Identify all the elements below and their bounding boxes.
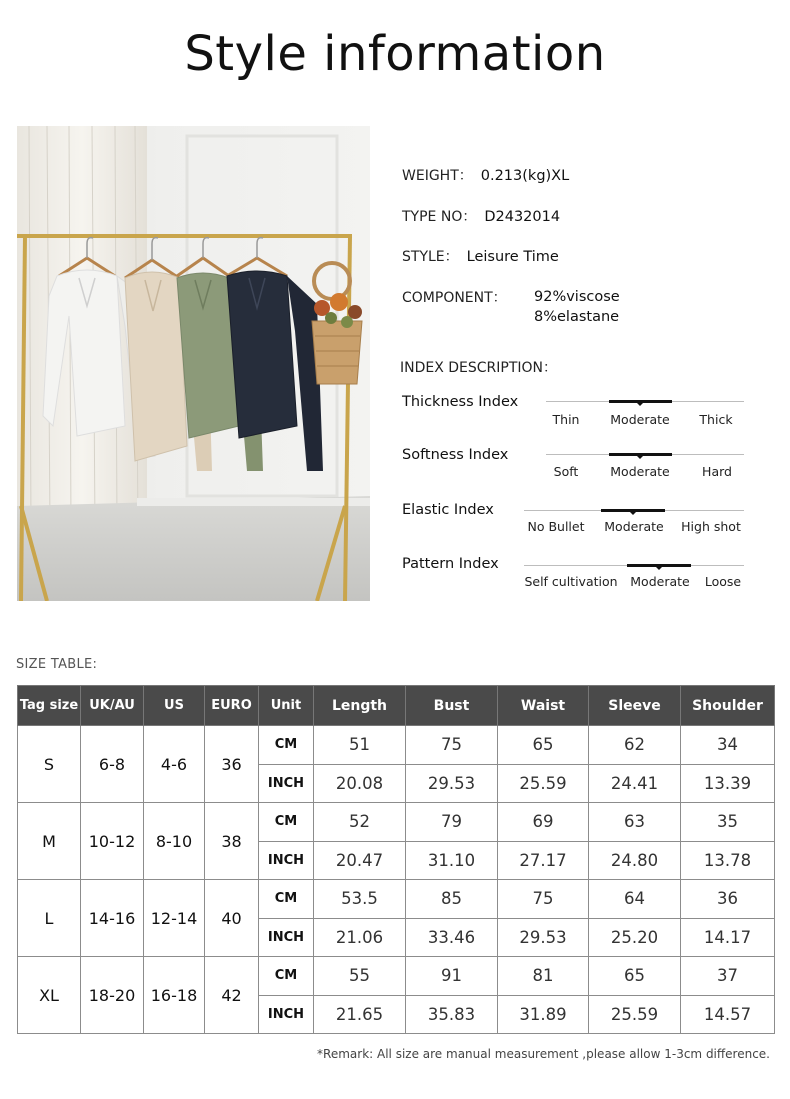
bust-cell: 33.46 — [406, 918, 498, 957]
sleeve-cell: 24.80 — [589, 841, 681, 880]
sleeve-cell: 65 — [589, 957, 681, 996]
elastic-index-label: Elastic Index — [402, 502, 494, 518]
softness-index-notch — [637, 456, 643, 459]
header-cell: Bust — [406, 686, 498, 726]
type-row — [402, 206, 560, 226]
bust-cell: 85 — [406, 880, 498, 919]
table-row — [18, 803, 775, 842]
waist-cell: 27.17 — [498, 841, 589, 880]
header-cell: Sleeve — [589, 686, 681, 726]
sleeve-cell: 24.41 — [589, 764, 681, 803]
header-cell: EURO — [205, 686, 259, 726]
table-row — [18, 726, 775, 765]
length-cell: 21.65 — [314, 995, 406, 1034]
elastic-index-notch — [630, 512, 636, 515]
unit-cell: CM — [259, 726, 314, 765]
tag-size-cell: M — [18, 803, 81, 880]
tag-size-cell: S — [18, 726, 81, 803]
softness-option: Soft — [553, 464, 579, 479]
shoulder-cell: 34 — [681, 726, 775, 765]
thickness-index-notch — [637, 403, 643, 406]
shoulder-cell: 36 — [681, 880, 775, 919]
style-value: Leisure Time — [466, 249, 559, 265]
component-value: 8%elastane — [534, 309, 620, 325]
component-value: 92%viscose — [534, 289, 620, 305]
bust-cell: 35.83 — [406, 995, 498, 1034]
waist-cell: 65 — [498, 726, 589, 765]
pattern-index-notch — [656, 567, 662, 570]
component-row — [402, 287, 507, 307]
type-label: TYPE NO： — [402, 209, 477, 225]
elastic-option: High shot — [681, 519, 741, 534]
thickness-option: Moderate — [610, 412, 670, 427]
weight-row — [402, 165, 569, 185]
sleeve-cell: 25.20 — [589, 918, 681, 957]
table-row — [18, 880, 775, 919]
component-values — [534, 287, 620, 327]
softness-index-label: Softness Index — [402, 447, 509, 463]
header-cell: Tag size — [18, 686, 81, 726]
shoulder-cell: 35 — [681, 803, 775, 842]
page-title: Style information — [184, 26, 606, 82]
weight-label: WEIGHT： — [402, 168, 473, 184]
tag-size-cell: XL — [18, 957, 81, 1034]
length-cell: 20.08 — [314, 764, 406, 803]
header-cell: Shoulder — [681, 686, 775, 726]
length-cell: 20.47 — [314, 841, 406, 880]
style-label: STYLE： — [402, 249, 459, 265]
header-cell: US — [144, 686, 205, 726]
length-cell: 51 — [314, 726, 406, 765]
unit-cell: CM — [259, 803, 314, 842]
euro-cell: 40 — [205, 880, 259, 957]
pattern-index-label: Pattern Index — [402, 556, 499, 572]
length-cell: 21.06 — [314, 918, 406, 957]
waist-cell: 29.53 — [498, 918, 589, 957]
ukau-cell: 14-16 — [81, 880, 144, 957]
ukau-cell: 18-20 — [81, 957, 144, 1034]
component-label: COMPONENT： — [402, 290, 507, 306]
waist-cell: 31.89 — [498, 995, 589, 1034]
euro-cell: 36 — [205, 726, 259, 803]
pattern-option: Self cultivation — [524, 574, 618, 589]
softness-option: Hard — [702, 464, 732, 479]
waist-cell: 81 — [498, 957, 589, 996]
header-cell: Waist — [498, 686, 589, 726]
size-table-header-row — [18, 686, 775, 726]
thickness-option: Thin — [552, 412, 580, 427]
bust-cell: 79 — [406, 803, 498, 842]
unit-cell: INCH — [259, 841, 314, 880]
header-cell: Unit — [259, 686, 314, 726]
elastic-option: Moderate — [604, 519, 664, 534]
product-photo — [17, 126, 370, 601]
style-row — [402, 246, 559, 266]
us-cell: 4-6 — [144, 726, 205, 803]
sleeve-cell: 64 — [589, 880, 681, 919]
ukau-cell: 10-12 — [81, 803, 144, 880]
size-table-heading: SIZE TABLE: — [16, 657, 98, 672]
tag-size-cell: L — [18, 880, 81, 957]
elastic-option: No Bullet — [527, 519, 585, 534]
size-table — [17, 685, 775, 1034]
weight-value: 0.213(kg)XL — [480, 168, 570, 184]
waist-cell: 25.59 — [498, 764, 589, 803]
length-cell: 52 — [314, 803, 406, 842]
ukau-cell: 6-8 — [81, 726, 144, 803]
euro-cell: 38 — [205, 803, 259, 880]
type-value: D2432014 — [484, 209, 561, 225]
waist-cell: 75 — [498, 880, 589, 919]
header-cell: Length — [314, 686, 406, 726]
shoulder-cell: 13.39 — [681, 764, 775, 803]
euro-cell: 42 — [205, 957, 259, 1034]
unit-cell: INCH — [259, 764, 314, 803]
sleeve-cell: 62 — [589, 726, 681, 765]
bust-cell: 91 — [406, 957, 498, 996]
length-cell: 53.5 — [314, 880, 406, 919]
header-cell: UK/AU — [81, 686, 144, 726]
sleeve-cell: 25.59 — [589, 995, 681, 1034]
pattern-option: Loose — [704, 574, 742, 589]
shoulder-cell: 13.78 — [681, 841, 775, 880]
bust-cell: 75 — [406, 726, 498, 765]
thickness-index-label: Thickness Index — [402, 394, 519, 410]
thickness-option: Thick — [699, 412, 733, 427]
us-cell: 12-14 — [144, 880, 205, 957]
table-row — [18, 957, 775, 996]
shoulder-cell: 37 — [681, 957, 775, 996]
bust-cell: 29.53 — [406, 764, 498, 803]
length-cell: 55 — [314, 957, 406, 996]
bust-cell: 31.10 — [406, 841, 498, 880]
unit-cell: INCH — [259, 995, 314, 1034]
unit-cell: INCH — [259, 918, 314, 957]
shoulder-cell: 14.57 — [681, 995, 775, 1034]
unit-cell: CM — [259, 957, 314, 996]
index-heading: INDEX DESCRIPTION： — [400, 360, 558, 376]
sleeve-cell: 63 — [589, 803, 681, 842]
us-cell: 16-18 — [144, 957, 205, 1034]
pattern-option: Moderate — [630, 574, 690, 589]
softness-option: Moderate — [610, 464, 670, 479]
remark-note: *Remark: All size are manual measurement ,please allow 1-3cm difference. — [317, 1047, 770, 1061]
waist-cell: 69 — [498, 803, 589, 842]
us-cell: 8-10 — [144, 803, 205, 880]
unit-cell: CM — [259, 880, 314, 919]
shoulder-cell: 14.17 — [681, 918, 775, 957]
